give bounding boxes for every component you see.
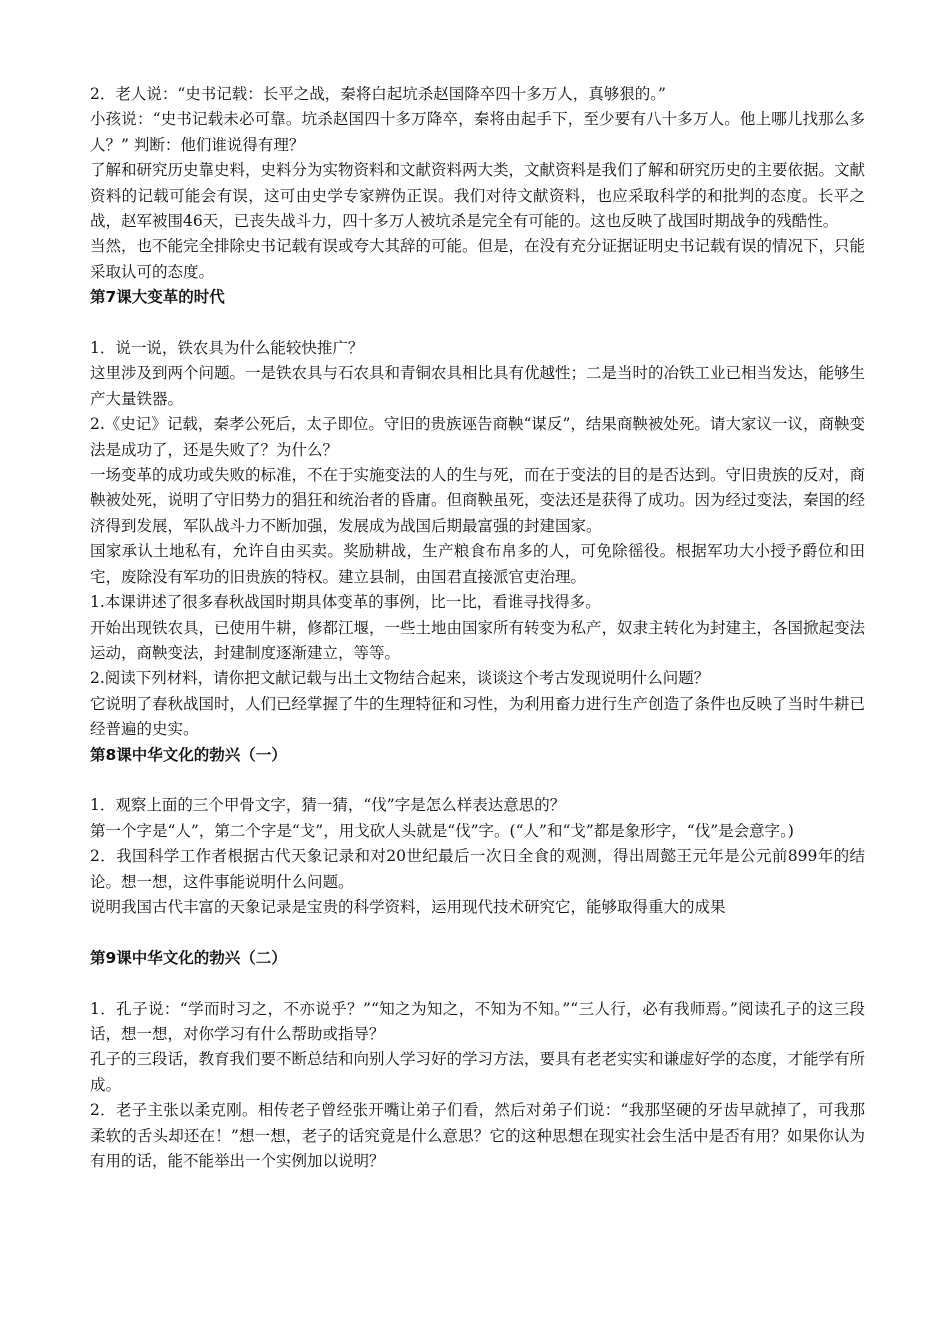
paragraph: 国家承认土地私有，允许自由买卖。奖励耕战，生产粮食布帛多的人，可免除徭役。根据军功大小授予爵位和田宅，废除没有军功的旧贵族的特权。建立县制，由国君直接派官吏治理。: [90, 542, 865, 586]
paragraph: 2.《史记》记载，秦孝公死后，太子即位。守旧的贵族诬告商鞅“谋反”，结果商鞅被处死。请大家议一议，商鞅变法是成功了，还是失败了？为什么？: [90, 415, 865, 459]
paragraph: 了解和研究历史靠史料，史料分为实物资料和文献资料两大类，文献资料是我们了解和研究历史的主要依据。文献资料的记载可能会有误，这可由史学专家辨伪正误。我们对待文献资料，也应采取科学的和批判的态度。长平之战，赵军被围46天，已丧失战斗力，四十多万人被坑杀是完全有可能的。这也反映了战国时期战争的残酷性。: [90, 161, 866, 231]
paragraph: 1.本课讲述了很多春秋战国时期具体变革的事例，比一比，看谁寻找得多。: [90, 593, 601, 612]
paragraph: 第一个字是“人”，第二个字是“戈”，用戈砍人头就是“伐”字。(“人”和“戈”都是象形字，“伐”是会意字。): [90, 821, 794, 840]
paragraph: 1．说一说，铁农具为什么能较快推广？: [90, 339, 364, 358]
paragraph: 2.阅读下列材料，请你把文献记载与出土文物结合起来，谈谈这个考古发现说明什么问题？: [90, 669, 710, 688]
paragraph: 2．老子主张以柔克刚。相传老子曾经张开嘴让弟子们看，然后对弟子们说：“我那坚硬的牙齿早就掉了，可我那柔软的舌头却还在！”想一想，老子的话究竟是什么意思？它的这种思想在现实社会生活中是否有用？如果你认为有用的话，能不能举出一个实例加以说明？: [90, 1101, 865, 1170]
lesson-heading: 第8课中华文化的勃兴（一）: [90, 745, 287, 764]
paragraph: 一场变革的成功或失败的标准，不在于实施变法的人的生与死，而在于变法的目的是否达到。守旧贵族的反对，商鞅被处死，说明了守旧势力的猖狂和统治者的昏庸。但商鞅虽死，变法还是获得了成功。因为经过变法，秦国的经济得到发展，军队战斗力不断加强，发展成为战国后期最富强的封建国家。: [90, 466, 866, 535]
paragraph: 当然，也不能完全排除史书记载有误或夸大其辞的可能。但是，在没有充分证据证明史书记载有误的情况下，只能采取认可的态度。: [90, 237, 866, 281]
paragraph: 它说明了春秋战国时，人们已经掌握了牛的生理特征和习性，为利用畜力进行生产创造了条件也反映了当时牛耕已经普遍的史实。: [90, 694, 866, 739]
paragraph: 小孩说：“史书记载未必可靠。坑杀赵国四十多万降卒，秦将由起手下，至少要有八十多万人。他上哪儿找那么多人？” 判断：他们谁说得有理？: [90, 110, 865, 154]
blank-line: [90, 311, 865, 336]
document-page: [90, 82, 865, 1174]
paragraph: 1．观察上面的三个甲骨文字，猜一猜，“伐”字是怎么样表达意思的？: [90, 796, 566, 815]
paragraph: 这里涉及到两个问题。一是铁农具与石农具和青铜农具相比具有优越性；二是当时的冶铁工业已相当发达，能够生产大量铁器。: [90, 364, 866, 408]
paragraph: 1．孔子说：“学而时习之，不亦说乎？”“知之为知之，不知为不知。”“三人行，必有我师焉。”阅读孔子的这三段话，想一想，对你学习有什么帮助或指导？: [90, 999, 865, 1043]
blank-line: [90, 920, 865, 945]
blank-line: [90, 768, 865, 793]
paragraph: 开始出现铁农具，已使用牛耕，修都江堰，一些土地由国家所有转变为私产，奴隶主转化为封建主，各国掀起变法运动，商鞅变法，封建制度逐渐建立，等等。: [90, 618, 866, 662]
paragraph: 说明我国古代丰富的天象记录是宝贵的科学资料，运用现代技术研究它，能够取得重大的成果: [90, 897, 726, 916]
paragraph: 孔子的三段话，教育我们要不断总结和向别人学习好的学习方法，要具有老老实实和谦虚好学的态度，才能学有所成。: [90, 1050, 866, 1094]
paragraph: 2．我国科学工作者根据古代天象记录和对20世纪最后一次日全食的观测，得出周懿王元年是公元前899年的结论。想一想，这件事能说明什么问题。: [90, 847, 865, 891]
paragraph: 2．老人说：“史书记载：长平之战，秦将白起坑杀赵国降卒四十多万人，真够狠的。”: [90, 85, 666, 103]
lesson-heading: 第7课大变革的时代: [90, 288, 225, 307]
lesson-heading: 第9课中华文化的勃兴（二）: [90, 948, 287, 967]
blank-line: [90, 971, 865, 996]
